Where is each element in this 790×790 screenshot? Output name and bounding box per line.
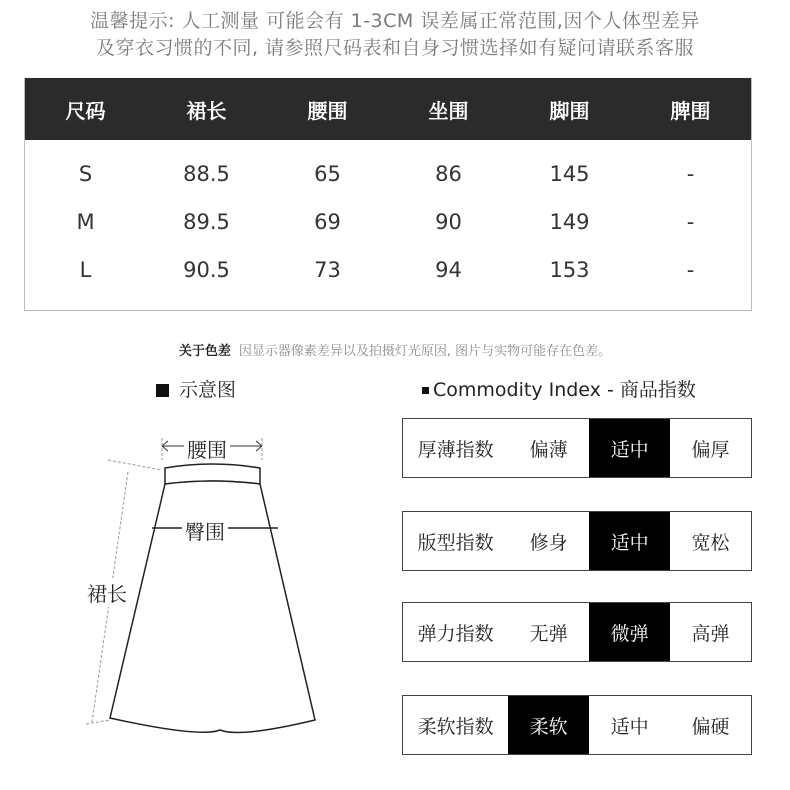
cell-hip: 90 xyxy=(435,210,462,234)
measurement-notice xyxy=(8,8,782,62)
cell-length: 89.5 xyxy=(183,210,230,234)
commodity-index-title-text: Commodity Index - 商品指数 xyxy=(433,379,696,401)
thickness-index xyxy=(402,418,752,478)
index-option: 偏厚 xyxy=(691,438,730,461)
diagram-title xyxy=(156,375,236,402)
index-option: 柔软 xyxy=(508,696,589,754)
header-waist: 腰围 xyxy=(307,98,348,123)
skirt-diagram xyxy=(70,420,360,760)
waist-label: 腰围 xyxy=(184,434,230,463)
color-difference-note xyxy=(0,340,790,359)
index-option: 适中 xyxy=(610,715,649,738)
cell-waist: 73 xyxy=(314,258,341,282)
index-name: 柔软指数 xyxy=(417,715,494,738)
index-name: 厚薄指数 xyxy=(417,438,494,461)
header-hem: 脚围 xyxy=(549,98,590,123)
index-option: 修身 xyxy=(529,531,568,554)
diagram-title-text: 示意图 xyxy=(179,379,237,401)
elasticity-index xyxy=(402,602,752,662)
cell-hip: 94 xyxy=(435,258,462,282)
color-note-title: 关于色差 xyxy=(178,344,231,359)
table-row xyxy=(25,198,751,246)
cell-hem: 145 xyxy=(549,162,590,186)
cell-size: S xyxy=(78,162,93,186)
index-name: 弹力指数 xyxy=(417,622,494,645)
cell-thigh: - xyxy=(686,258,695,282)
cell-hem: 149 xyxy=(549,210,590,234)
size-table-header xyxy=(25,78,751,140)
header-hip: 坐围 xyxy=(428,98,469,123)
index-option: 适中 xyxy=(589,419,670,477)
cell-length: 90.5 xyxy=(183,258,230,282)
index-option: 适中 xyxy=(589,512,670,570)
cell-waist: 69 xyxy=(314,210,341,234)
softness-index xyxy=(402,695,752,755)
index-option: 微弹 xyxy=(589,603,670,661)
notice-line-2: 及穿衣习惯的不同, 请参照尺码表和自身习惯选择如有疑问请联系客服 xyxy=(95,37,695,59)
cell-hip: 86 xyxy=(435,162,462,186)
table-row xyxy=(25,246,751,294)
cell-size: L xyxy=(79,258,92,282)
cell-size: M xyxy=(76,210,95,234)
index-option: 宽松 xyxy=(691,531,730,554)
cell-thigh: - xyxy=(686,162,695,186)
fit-index xyxy=(402,511,752,571)
cell-hem: 153 xyxy=(549,258,590,282)
index-name: 版型指数 xyxy=(417,531,494,554)
size-table xyxy=(24,78,752,311)
color-note-text: 因显示器像素差异以及拍摄灯光原因, 图片与实物可能存在色差。 xyxy=(238,344,612,359)
length-label: 裙长 xyxy=(84,578,130,607)
table-row xyxy=(25,150,751,198)
cell-length: 88.5 xyxy=(183,162,230,186)
header-length: 裙长 xyxy=(186,98,227,123)
index-option: 偏薄 xyxy=(529,438,568,461)
cell-waist: 65 xyxy=(314,162,341,186)
index-option: 高弹 xyxy=(691,622,730,645)
notice-line-1: 温馨提示: 人工测量 可能会有 1-3CM 误差属正常范围,因个人体型差异 xyxy=(90,10,700,32)
square-bullet-icon xyxy=(422,387,429,394)
header-size: 尺码 xyxy=(65,98,106,123)
commodity-index-title xyxy=(422,375,696,402)
index-option: 无弹 xyxy=(529,622,568,645)
hip-label: 臀围 xyxy=(182,516,228,545)
cell-thigh: - xyxy=(686,210,695,234)
index-option: 偏硬 xyxy=(691,715,730,738)
header-thigh: 脾围 xyxy=(670,98,711,123)
square-bullet-icon xyxy=(156,384,169,397)
